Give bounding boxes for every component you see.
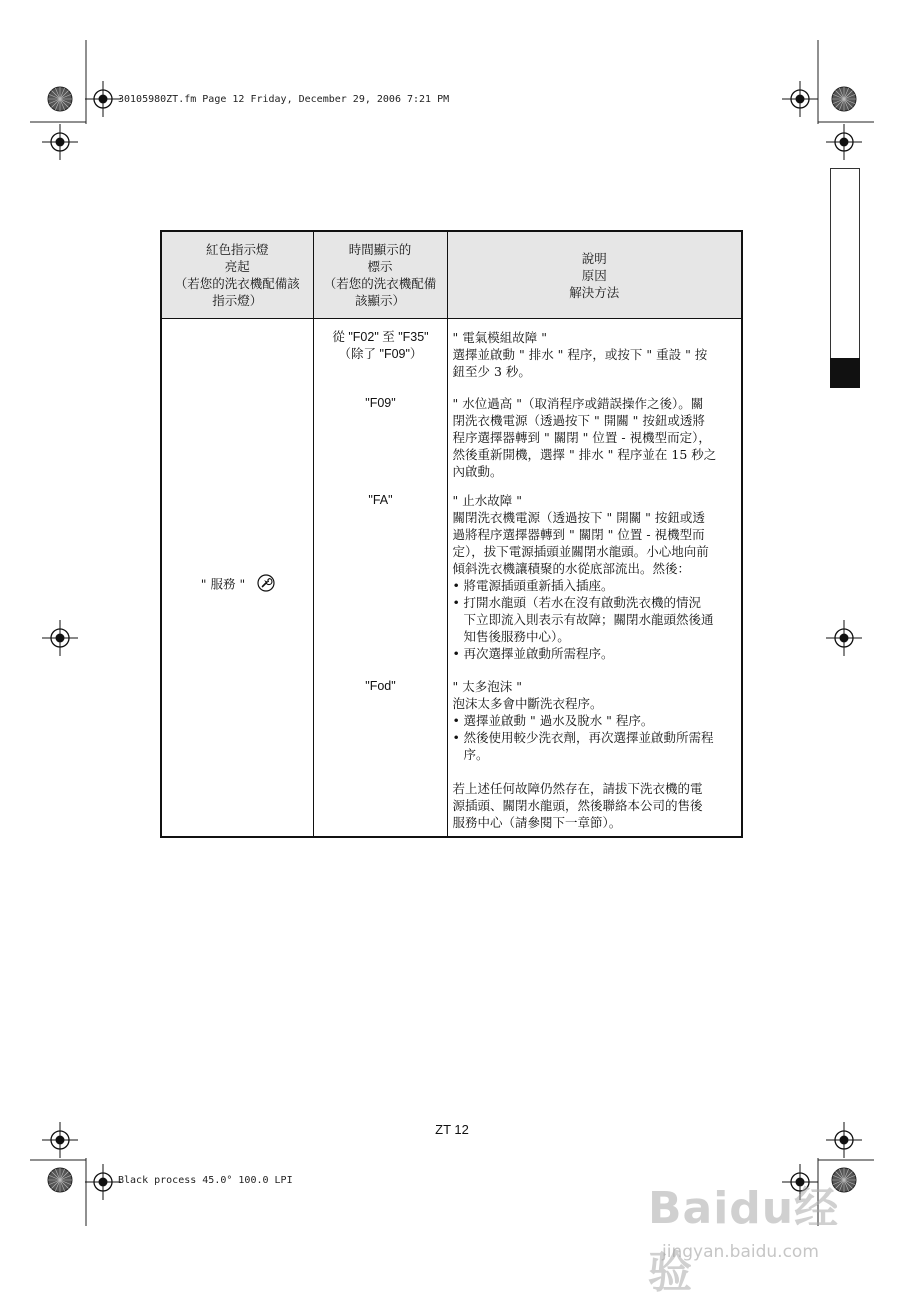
service-indicator bbox=[162, 574, 314, 596]
desc-water-stop: " 止水故障 " 關閉洗衣機電源（透過按下 " 開關 " 按鈕或透 過將程序選擇器轉到 " 關閉 " 位置 - 視機型而 定），拔下電源插頭並關閉水龍頭。小心地向前 傾斜洗衣機讓積聚的水從底部流出。然後： • 將電源插頭重新插入插座。 • 打開水龍頭（若水在沒有啟動洗衣機的情況 下立即流入則表示有故障；關閉水龍頭然後通 知售後服務中心）。 • 再次選擇並啟動所需程序。 bbox=[453, 492, 739, 662]
list-item: • 將電源插頭重新插入插座。 bbox=[453, 577, 739, 594]
code-fod: "Fod" bbox=[365, 679, 396, 693]
troubleshooting-table bbox=[160, 230, 743, 838]
page-number: ZT 12 bbox=[435, 1122, 469, 1137]
header-time-display: 時間顯示的 標示 （若您的洗衣機配備 該顯示） bbox=[313, 231, 447, 319]
watermark-url: jingyan.baidu.com bbox=[662, 1242, 819, 1262]
side-tab-marker bbox=[830, 358, 860, 388]
wrench-icon bbox=[257, 574, 275, 596]
list-item: • 選擇並啟動 " 過水及脫水 " 程序。 bbox=[453, 712, 739, 729]
list-item: • 然後使用較少洗衣劑，再次選擇並啟動所需程 序。 bbox=[453, 729, 739, 763]
watermark bbox=[640, 1142, 850, 1298]
watermark-logo: Baidu经验 bbox=[648, 1183, 840, 1298]
list-item: • 打開水龍頭（若水在沒有啟動洗衣機的情況 下立即流入則表示有故障；關閉水龍頭然後通 知售後服務中心）。 bbox=[453, 594, 739, 645]
desc-title: " 太多泡沫 " bbox=[452, 679, 522, 694]
file-slug-bottom: Black process 45.0° 100.0 LPI bbox=[118, 1175, 293, 1186]
code-f09: "F09" bbox=[365, 396, 396, 410]
code-fa: "FA" bbox=[368, 493, 393, 507]
description-cell bbox=[447, 319, 742, 838]
desc-title: " 電氣模組故障 " bbox=[452, 330, 547, 345]
header-description: 說明 原因 解決方法 bbox=[447, 231, 742, 319]
indicator-cell bbox=[161, 319, 313, 838]
desc-water-level: " 水位過高 "（取消程序或錯誤操作之後）。關 閉洗衣機電源（透過按下 " 開關 " 按鈕或透將 程序選擇器轉到 " 關閉 " 位置 - 視機型而定）， 然後重新開機，選擇 " 排水 " 程序並在 15 秒之 內啟動。 bbox=[452, 396, 717, 479]
code-f02-f35: 從 "F02" 至 "F35" （除了 "F09"） bbox=[332, 330, 429, 361]
desc-too-much-foam: " 太多泡沫 " 泡沫太多會中斷洗衣程序。 • 選擇並啟動 " 過水及脫水 " 程序。 • 然後使用較少洗衣劑，再次選擇並啟動所需程 序。 bbox=[453, 678, 739, 763]
file-slug-top: 30105980ZT.fm Page 12 Friday, December 29, 2006 7:21 PM bbox=[118, 94, 450, 105]
side-tab-frame bbox=[830, 168, 860, 359]
codes-cell bbox=[313, 319, 447, 838]
service-label: " 服務 " bbox=[200, 576, 246, 592]
list-item: • 再次選擇並啟動所需程序。 bbox=[453, 645, 739, 662]
desc-electrical-module: " 電氣模組故障 " 選擇並啟動 " 排水 " 程序，或按下 " 重設 " 按 鈕至少 3 秒。 bbox=[453, 329, 739, 380]
header-red-indicator: 紅色指示燈 亮起 （若您的洗衣機配備該 指示燈） bbox=[161, 231, 313, 319]
desc-persistent-fault: 若上述任何故障仍然存在，請拔下洗衣機的電 源插頭、關閉水龍頭，然後聯絡本公司的售後 服務中心（請參閱下一章節）。 bbox=[452, 781, 703, 830]
desc-title: " 止水故障 " bbox=[452, 493, 522, 508]
